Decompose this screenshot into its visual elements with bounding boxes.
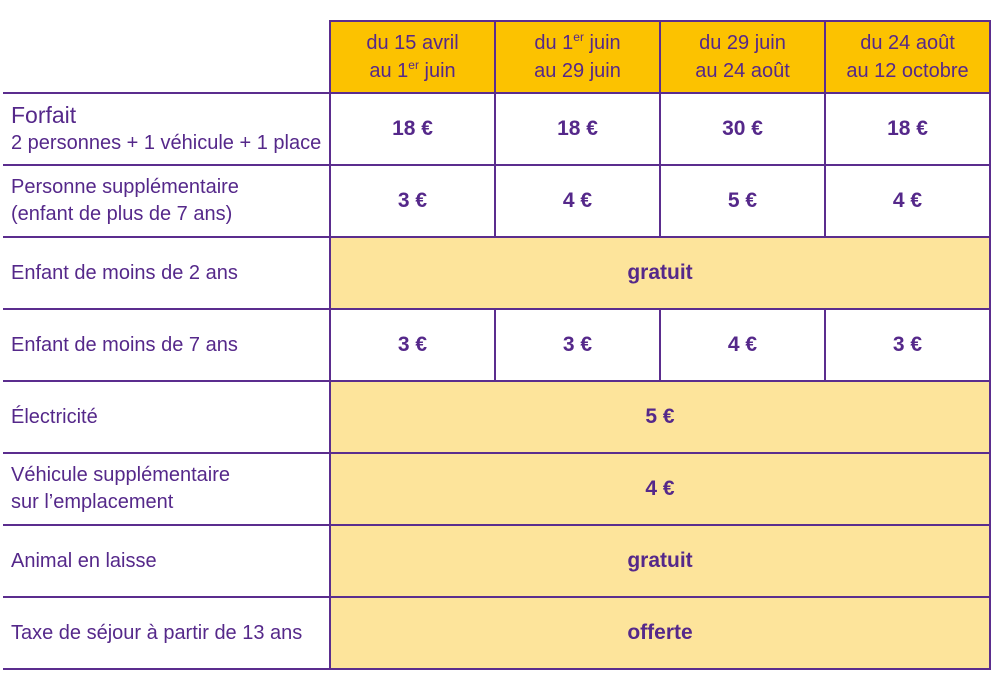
period-1-line-2-a: au 1 xyxy=(369,60,409,82)
row-label: Électricité xyxy=(3,381,330,453)
tariff-table xyxy=(3,20,991,670)
price-cell: 4 € xyxy=(660,309,825,381)
row-forfait xyxy=(3,93,990,165)
row-label: Taxe de séjour à partir de 13 ans xyxy=(3,597,330,669)
merged-price-cell: 5 € xyxy=(330,381,990,453)
row-vehicule-supplementaire xyxy=(3,453,990,525)
price-cell: 4 € xyxy=(495,165,660,237)
row-label xyxy=(3,453,330,525)
merged-price-cell: gratuit xyxy=(330,237,990,309)
merged-price-cell: gratuit xyxy=(330,525,990,597)
period-header-2 xyxy=(495,21,660,93)
row-label xyxy=(3,93,330,165)
period-2-line-1-a: du 1 xyxy=(534,32,574,54)
period-3-line-1: du 29 juin xyxy=(699,32,786,54)
row-enfant-moins-2 xyxy=(3,237,990,309)
row-label: Enfant de moins de 7 ans xyxy=(3,309,330,381)
period-header-3 xyxy=(660,21,825,93)
corner-cell xyxy=(3,21,330,93)
price-cell: 3 € xyxy=(825,309,990,381)
period-1-line-2 xyxy=(331,57,494,85)
period-2-line-1-b: juin xyxy=(583,32,621,54)
row-label-main: Véhicule supplémentaire xyxy=(11,464,231,486)
row-label-main: Forfait xyxy=(11,102,77,128)
period-2-line-2: au 29 juin xyxy=(534,60,621,82)
period-4-line-2: au 12 octobre xyxy=(846,60,969,82)
price-cell: 3 € xyxy=(330,165,495,237)
period-1-line-2-b: juin xyxy=(418,60,456,82)
row-label xyxy=(3,165,330,237)
row-label-sub: 2 personnes + 1 véhicule + 1 place xyxy=(11,132,322,154)
row-taxe-sejour xyxy=(3,597,990,669)
price-cell: 5 € xyxy=(660,165,825,237)
row-electricite xyxy=(3,381,990,453)
price-cell: 18 € xyxy=(495,93,660,165)
header-row xyxy=(3,21,990,93)
row-animal xyxy=(3,525,990,597)
price-cell: 30 € xyxy=(660,93,825,165)
price-cell: 3 € xyxy=(330,309,495,381)
period-1-line-1: du 15 avril xyxy=(366,32,459,54)
row-label-sub: (enfant de plus de 7 ans) xyxy=(11,203,233,225)
merged-price-cell: 4 € xyxy=(330,453,990,525)
row-label: Animal en laisse xyxy=(3,525,330,597)
row-label: Enfant de moins de 2 ans xyxy=(3,237,330,309)
period-2-sup: er xyxy=(573,30,584,44)
row-personne-supplementaire xyxy=(3,165,990,237)
period-3-line-2: au 24 août xyxy=(695,60,790,82)
period-header-1 xyxy=(330,21,495,93)
period-header-4 xyxy=(825,21,990,93)
merged-price-cell: offerte xyxy=(330,597,990,669)
price-cell: 18 € xyxy=(330,93,495,165)
price-cell: 18 € xyxy=(825,93,990,165)
row-label-sub: sur l’emplacement xyxy=(11,491,174,513)
period-2-line-1 xyxy=(496,29,659,57)
row-enfant-moins-7 xyxy=(3,309,990,381)
period-1-sup: er xyxy=(408,58,419,72)
price-cell: 3 € xyxy=(495,309,660,381)
row-label-main: Personne supplémentaire xyxy=(11,176,239,198)
period-4-line-1: du 24 août xyxy=(860,32,955,54)
price-cell: 4 € xyxy=(825,165,990,237)
